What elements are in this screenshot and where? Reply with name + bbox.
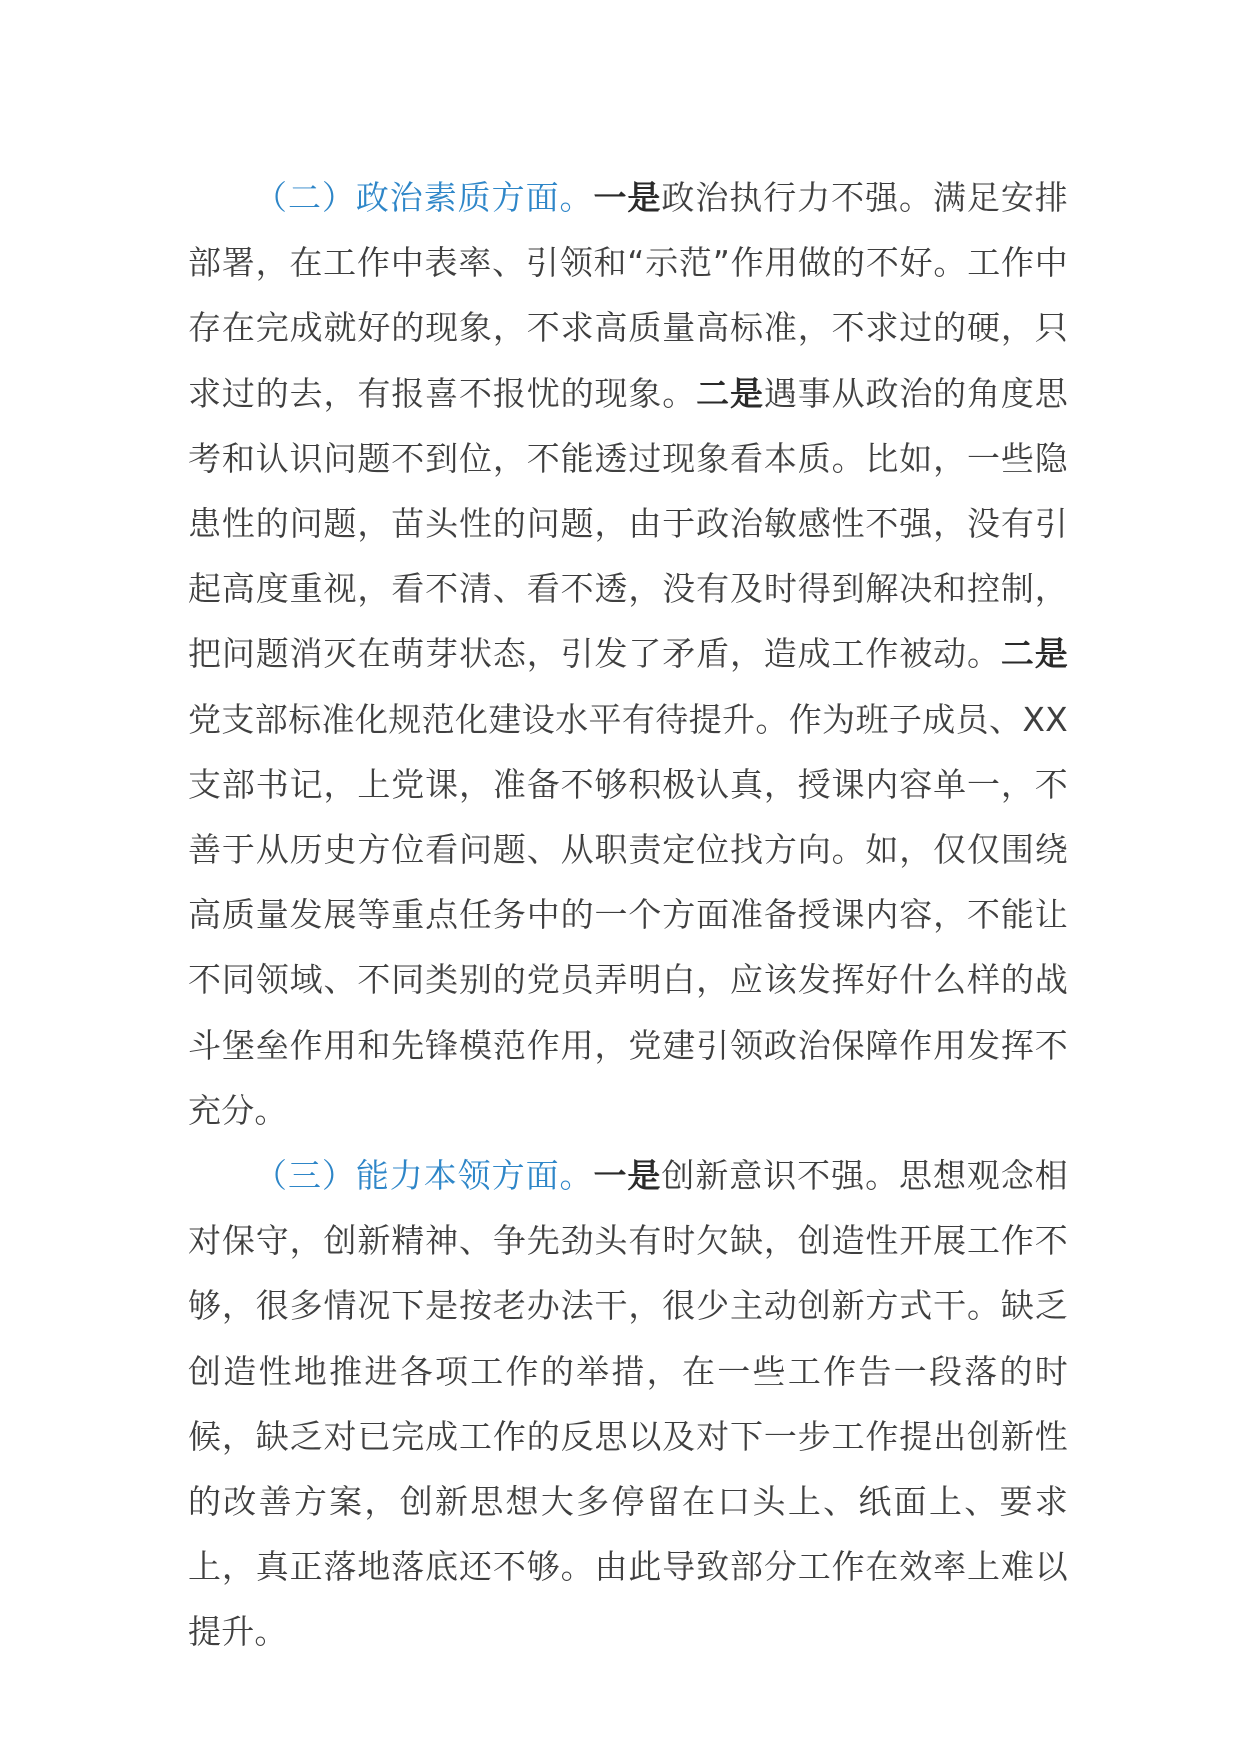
section-heading: （二）政治素质方面。 [254, 178, 594, 217]
paragraph-political-quality [188, 165, 1068, 1143]
point-label: 一是 [593, 178, 662, 217]
point-text: 创新意识不强。思想观念相对保守，创新精神、争先劲头有时欠缺，创造性开展工作不够，很多情况下是按老办法干，很少主动创新方式干。缺乏创造性地推进各项工作的举措，在一些工作告一段落的时候，缺乏对已完成工作的反思以及对下一步工作提出创新性的改善方案，创新思想大多停留在口头上、纸面上、要求上，真正落地落底还不够。由此导致部分工作在效率上难以提升。 [188, 1156, 1069, 1652]
document-body [188, 165, 1068, 1665]
point-label: 二是 [1000, 634, 1068, 674]
point-label: 一是 [593, 1156, 662, 1196]
point-text: 遇事从政治的角度思考和认识问题不到位，不能透过现象看本质。比如，一些隐患性的问题，苗头性的问题，由于政治敏感性不强，没有引起高度重视，看不清、看不透，没有及时得到解决和控制，把问题消灭在萌芽状态，引发了矛盾，造成工作被动。 [188, 373, 1068, 674]
point-label: 二是 [696, 373, 764, 413]
point-text: 党支部标准化规范化建设水平有待提升。作为班子成员、XX支部书记，上党课，准备不够积极认真，授课内容单一，不善于从历史方位看问题、从职责定位找方向。如，仅仅围绕高质量发展等重点任务中的一个方面准备授课内容，不能让不同领域、不同类别的党员弄明白，应该发挥好什么样的战斗堡垒作用和先锋模范作用，党建引领政治保障作用发挥不充分。 [188, 699, 1068, 1130]
section-heading: （三）能力本领方面。 [254, 1156, 594, 1196]
point-text: 政治执行力不强。满足安排部署，在工作中表率、引领和“示范”作用做的不好。工作中存在完成就好的现象，不求高质量高标准，不求过的硬，只求过的去，有报喜不报忧的现象。 [188, 178, 1069, 413]
paragraph-ability [188, 1143, 1068, 1665]
